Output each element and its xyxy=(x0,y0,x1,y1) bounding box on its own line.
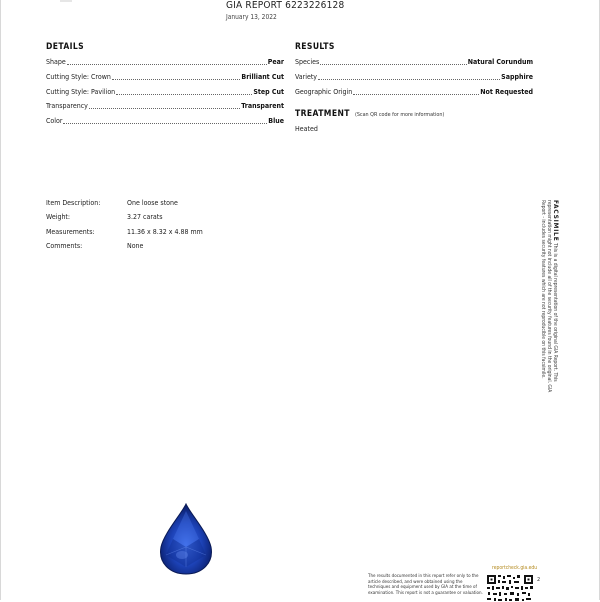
details-value: Pear xyxy=(267,58,284,66)
details-label: Shape xyxy=(46,58,66,66)
results-heading: RESULTS xyxy=(295,42,335,52)
details-value: Transparent xyxy=(241,102,284,110)
gia-logo-fragment xyxy=(60,0,72,2)
report-check-url: reportcheck.gia.edu xyxy=(492,565,538,571)
item-description-label: Item Description: xyxy=(46,199,101,207)
results-value: Not Requested xyxy=(480,88,533,96)
leader-dots xyxy=(63,123,267,124)
comments-value: None xyxy=(127,242,144,250)
treatment-note: (Scan QR code for more information) xyxy=(354,112,445,118)
details-label: Transparency xyxy=(46,102,88,110)
weight-value: 3.27 carats xyxy=(127,213,163,221)
results-row-origin xyxy=(295,88,533,97)
facsimile-text: This is a digital representation of the original GIA Report. This representation might not include all of the security features found in the original. GIA Report - includes security features which are not reproducible on this facsimile. xyxy=(540,200,558,393)
report-date: January 13, 2022 xyxy=(226,13,277,21)
details-row-color xyxy=(46,117,284,126)
results-label: Geographic Origin xyxy=(295,88,353,96)
details-value: Step Cut xyxy=(253,88,284,96)
treatment-heading xyxy=(295,109,444,119)
facsimile-title: FACSIMILE xyxy=(552,200,560,242)
treatment-value: Heated xyxy=(295,125,318,133)
results-row-species xyxy=(295,58,533,67)
leader-dots xyxy=(320,64,466,65)
leader-dots xyxy=(67,64,267,65)
leader-dots xyxy=(318,79,500,80)
page-number: 2 xyxy=(537,577,541,583)
report-title: GIA REPORT 6223226128 xyxy=(226,0,345,11)
item-description-value: One loose stone xyxy=(127,199,178,207)
results-row-variety xyxy=(295,73,533,82)
leader-dots xyxy=(112,79,241,80)
results-label: Variety xyxy=(295,73,318,81)
measurements-value: 11.36 x 8.32 x 4.88 mm xyxy=(127,228,203,236)
leader-dots xyxy=(353,94,479,95)
details-row-shape xyxy=(46,58,284,67)
leader-dots xyxy=(116,94,252,95)
details-row-crown xyxy=(46,73,284,82)
facsimile-notice xyxy=(540,200,574,400)
details-row-transparency xyxy=(46,102,284,111)
qr-code-icon xyxy=(486,574,534,602)
footer-disclaimer: The results documented in this report refer only to the article described, and were obtained using the techniques and equipment used by GIA at the time of examination. This report is not a guarantee or valuation. xyxy=(368,574,483,596)
details-row-pavilion xyxy=(46,88,284,97)
results-label: Species xyxy=(295,58,320,66)
details-value: Brilliant Cut xyxy=(241,73,284,81)
details-label: Cutting Style: Crown xyxy=(46,73,111,81)
comments-label: Comments: xyxy=(46,242,83,250)
weight-label: Weight: xyxy=(46,213,71,221)
treatment-title: TREATMENT xyxy=(295,109,350,119)
details-label: Cutting Style: Pavilion xyxy=(46,88,116,96)
measurements-label: Measurements: xyxy=(46,228,95,236)
results-value: Sapphire xyxy=(501,73,533,81)
details-value: Blue xyxy=(268,117,284,125)
details-label: Color xyxy=(46,117,63,125)
leader-dots xyxy=(89,108,240,109)
results-value: Natural Corundum xyxy=(467,58,533,66)
sapphire-gem-image xyxy=(158,503,214,575)
details-heading: DETAILS xyxy=(46,42,85,52)
page-border-left xyxy=(0,0,1,600)
